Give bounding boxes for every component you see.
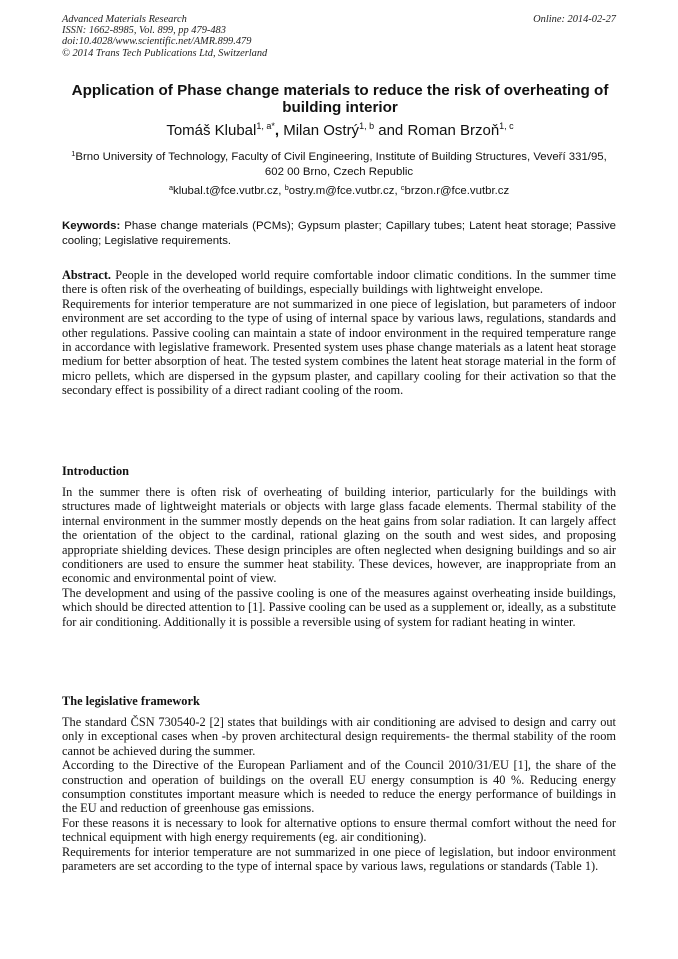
doi-line[interactable]: doi:10.4028/www.scientific.net/AMR.899.479 <box>62 36 252 48</box>
email-sup: a <box>168 183 173 192</box>
email-link[interactable]: klubal.t@fce.vutbr.cz <box>173 185 279 197</box>
copyright-line: © 2014 Trans Tech Publications Ltd, Switzerland <box>62 47 268 59</box>
journal-name: Advanced Materials Research <box>62 14 187 25</box>
author-separator: , <box>274 122 280 139</box>
body-paragraph: The development and using of the passive cooling is one of the measures against overheating inside buildings, which should be directed attention to [1]. Passive cooling can be used as a supplement or, ideally, as a substitute for air conditioning. Additionally it is possible a reversible using of system for radiant heating in winter. <box>62 585 616 629</box>
body-paragraph: For these reasons it is necessary to look for alternative options to ensure thermal comfort without the need for technical equipment with high energy requirements (eg. air conditioning). <box>62 815 616 845</box>
email-link[interactable]: brzon.r@fce.vutbr.cz <box>404 185 510 197</box>
author-emails: $^a$klubal.t@fce.vutbr.cz, $^b$ostry.m@fce.vutbr.cz, $^c$brzon.r@fce.vutbr.cz <box>168 183 510 197</box>
abstract-section <box>62 268 616 398</box>
author-name: Roman Brzoň <box>407 122 500 139</box>
author-name: Tomáš Klubal <box>166 122 257 139</box>
abstract-text: People in the developed world require comfortable indoor climatic conditions. In the summer time there is often risk of the overheating of buildings, especially buildings with lightweight envelope. <box>62 268 616 297</box>
online-date: Online: 2014-02-27 <box>533 14 616 25</box>
keywords <box>62 219 616 249</box>
section-heading-legislative: The legislative framework <box>62 694 200 708</box>
author-and: and <box>378 122 404 139</box>
body-paragraph: In the summer there is often risk of overheating of building interior, particularly for the buildings with structures made of lightweight materials or objects with large glass facade elements. Thermal stability of the internal environment in the summer mostly depends on the heat gains from solar radiation. It can largely affect the orientation of the object to the cardinal, rational glazing on the south and west sides, and proposing appropriate shielding devices. These design principles are often neglected when designing buildings and so air conditioners are used to ensure the summer heat stability. These devices, however, are inappropriate from an economic and environmental point of view. <box>62 485 616 586</box>
author-name: Milan Ostrý <box>283 122 360 139</box>
abstract-label: Abstract. <box>62 268 112 282</box>
body-paragraph: The standard ČSN 730540-2 [2] states that buildings with air conditioning are advised to design and carry out only in exceptional cases when -by proven architectural design requirements- the thermal stability of the room cannot be achieved during the summer. <box>62 715 616 758</box>
legislative-section <box>62 715 616 873</box>
affiliation <box>62 150 616 180</box>
affiliation-sup: 1 <box>71 149 76 158</box>
introduction-section <box>62 485 616 629</box>
body-paragraph: According to the Directive of the European Parliament and of the Council 2010/31/EU [1], the share of the construction and operation of buildings on the overall EU energy consumption is 40 %. Reducing energy consumption constitutes important measure which is needed to reduce the energy performance of buildings in the EU and reduction of greenhouse gas emissions. <box>62 758 616 816</box>
journal-header <box>62 14 616 59</box>
keywords-label: Keywords: <box>62 220 121 232</box>
email-sup: c <box>400 183 405 192</box>
author-list <box>60 122 620 140</box>
abstract-paragraph <box>62 268 616 297</box>
author-sup: 1, a* <box>256 121 275 131</box>
paper-title: Application of Phase change materials to reduce the risk of overheating of building interior <box>71 82 609 116</box>
email-link[interactable]: ostry.m@fce.vutbr.cz <box>288 185 395 197</box>
section-heading-introduction: Introduction <box>62 464 129 478</box>
author-sup: 1, b <box>359 121 375 131</box>
affiliation-text: Brno University of Technology, Faculty of Civil Engineering, Institute of Building Structures, Veveří 331/95, 602 00 Brno, Czech Republic <box>75 151 607 178</box>
issn-line: ISSN: 1662-8985, Vol. 899, pp 479-483 <box>62 25 226 37</box>
keywords-text: Phase change materials (PCMs); Gypsum plaster; Capillary tubes; Latent heat storage; Passive cooling; Legislative requirements. <box>62 220 616 247</box>
email-sup: b <box>284 183 289 192</box>
abstract-paragraph: Requirements for interior temperature are not summarized in one piece of legislation, but parameters of indoor environment are set according to the type of using of internal space by various laws, regulations, standards and other regulations. Passive cooling can maintain a state of indoor environment in the required temperature range in accordance with legislative framework. Presented system uses phase change materials as a latent heat storage medium for better absorption of heat. The tested system combines the latent heat storage material in the form of micro pellets, which are dispersed in the gypsum plaster, and capillary cooling for their activation so that the secondary effect is possibility of a direct radiant cooling of the room. <box>62 296 616 398</box>
body-paragraph: Requirements for interior temperature are not summarized in one piece of legislation, but indoor environment parameters are set according to the type of internal space by various laws, regulations or standards (Table 1). <box>62 844 616 874</box>
author-sup: 1, c <box>499 121 514 131</box>
